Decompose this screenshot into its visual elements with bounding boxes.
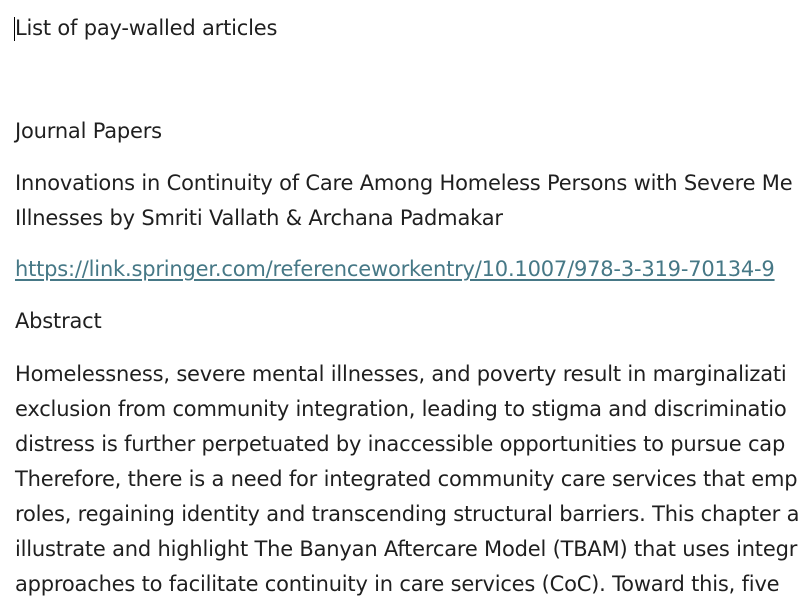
abstract-line: roles, regaining identity and transcending structural barriers. This chapter a: [15, 502, 800, 526]
abstract-paragraph: [15, 357, 800, 600]
abstract-line: exclusion from community integration, leading to stigma and discriminatio: [15, 397, 787, 421]
abstract-line: distress is further perpetuated by inaccessible opportunities to pursue cap: [15, 432, 786, 456]
abstract-line: approaches to facilitate continuity in care services (CoC). Toward this, five: [15, 572, 780, 596]
abstract-line: illustrate and highlight The Banyan Aftercare Model (TBAM) that uses integr: [15, 537, 798, 561]
article-title-line-1: Innovations in Continuity of Care Among Homeless Persons with Severe Me: [15, 171, 793, 195]
abstract-line: Homelessness, severe mental illnesses, and poverty result in marginalizati: [15, 362, 787, 386]
article-title-line-2: Illnesses by Smriti Vallath & Archana Padmakar: [15, 206, 503, 230]
abstract-line: Therefore, there is a need for integrated community care services that emp: [15, 467, 798, 491]
article-link[interactable]: https://link.springer.com/referenceworkentry/10.1007/978-3-319-70134-9: [15, 257, 775, 281]
abstract-heading: Abstract: [15, 309, 102, 333]
document-title: List of pay-walled articles: [15, 16, 278, 40]
section-heading: Journal Papers: [15, 119, 162, 143]
